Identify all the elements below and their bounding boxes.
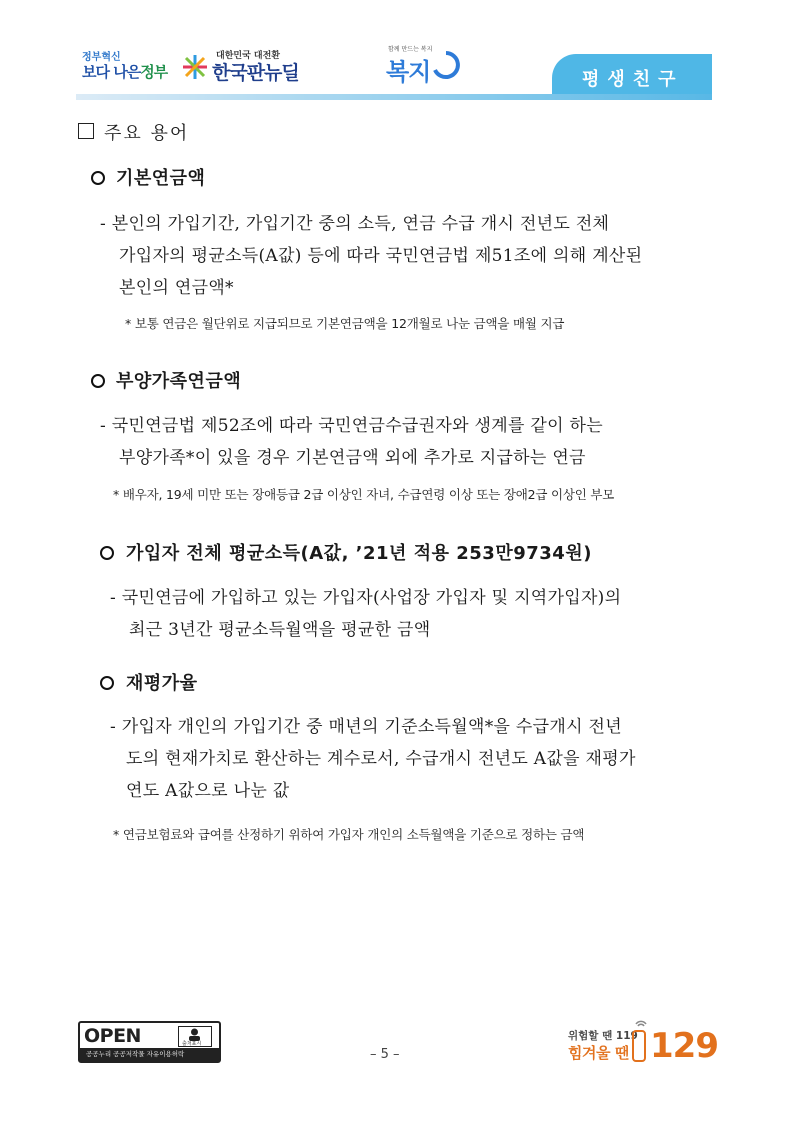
section-title: 주요 용어 [104, 123, 190, 144]
bullet-circle-icon [100, 676, 114, 690]
term-body-line: 연도 A값으로 나눈 값 [126, 781, 290, 801]
gov-logo-tagline: 정부혁신 [82, 52, 121, 63]
term-body-line: - 국민연금법 제52조에 따라 국민연금수급권자와 생계를 같이 하는 [100, 416, 603, 436]
new-deal-tagline: 대한민국 대전환 [216, 51, 280, 61]
hotline-number: 129 [650, 1026, 718, 1066]
open-license-word: OPEN [84, 1025, 141, 1047]
page-number: – 5 – [370, 1047, 400, 1062]
kogl-open-license-badge [78, 1021, 221, 1063]
new-deal-title: 한국판뉴딜 [212, 62, 299, 84]
hotline-line-1: 위험할 땐 119 [568, 1030, 638, 1042]
gov-logo-text-b: 정부 [140, 63, 168, 81]
term-footnote: * 배우자, 19세 미만 또는 장애등급 2급 이상인 자녀, 수급연령 이상 또는 장애2급 이상인 부모 [113, 487, 615, 502]
government-innovation-logo [80, 48, 172, 88]
term-body-line: 최근 3년간 평균소득월액을 평균한 금액 [129, 620, 431, 640]
gov-logo-text-a: 보다 나은 [82, 63, 141, 81]
attribution-person-icon [178, 1026, 212, 1047]
term-body-line: - 가입자 개인의 가입기간 중 매년의 기준소득월액*을 수급개시 전년 [110, 717, 622, 737]
bokji-title: 복지 [386, 58, 431, 86]
term-heading: 부양가족연금액 [116, 371, 242, 392]
phone-icon [632, 1030, 646, 1062]
term-body-line: 본인의 연금액* [119, 278, 234, 298]
term-body-line: - 본인의 가입기간, 가입기간 중의 소득, 연금 수급 개시 전년도 전체 [100, 214, 610, 234]
term-footnote: * 보통 연금은 월단위로 지급되므로 기본연금액을 12개월로 나눈 금액을 매월 지급 [125, 316, 565, 331]
header-section-label: 평생친구 [582, 69, 684, 90]
term-footnote: * 연금보험료와 급여를 산정하기 위하여 가입자 개인의 소득월액을 기준으로 정하는 금액 [113, 827, 585, 842]
bokji-tagline: 함께 만드는 복지 [388, 46, 433, 53]
open-license-caption: 공공누리 공공저작물 자유이용허락 [80, 1048, 219, 1061]
term-body-line: - 국민연금에 가입하고 있는 가입자(사업장 가입자 및 지역가입자)의 [110, 588, 622, 608]
attribution-label: 출처표시 [182, 1041, 202, 1047]
header-divider [76, 94, 712, 100]
bullet-circle-icon [91, 171, 105, 185]
bullet-circle-icon [91, 374, 105, 388]
term-body-line: 도의 현재가치로 환산하는 계수로서, 수급개시 전년도 A값을 재평가 [126, 749, 636, 769]
new-deal-star-icon [182, 54, 208, 80]
signal-waves-icon [634, 1014, 648, 1028]
section-checkbox-icon [78, 123, 94, 139]
bokji-logo [384, 44, 464, 88]
term-heading: 재평가율 [126, 673, 198, 694]
gov-logo-text [82, 61, 167, 82]
term-heading: 기본연금액 [116, 168, 206, 189]
term-heading: 가입자 전체 평균소득(A값, ’21년 적용 253만9734원) [126, 543, 592, 564]
hotline-line-2: 힘겨울 땐 [568, 1044, 629, 1062]
bullet-circle-icon [100, 546, 114, 560]
term-body-line: 부양가족*이 있을 경우 기본연금액 외에 추가로 지급하는 연금 [119, 448, 586, 468]
bokji-ring-icon [432, 50, 460, 80]
term-body-line: 가입자의 평균소득(A값) 등에 따라 국민연금법 제51조에 의해 계산된 [119, 246, 643, 266]
korean-new-deal-logo [182, 46, 302, 86]
hotline-129-logo [568, 1014, 718, 1068]
